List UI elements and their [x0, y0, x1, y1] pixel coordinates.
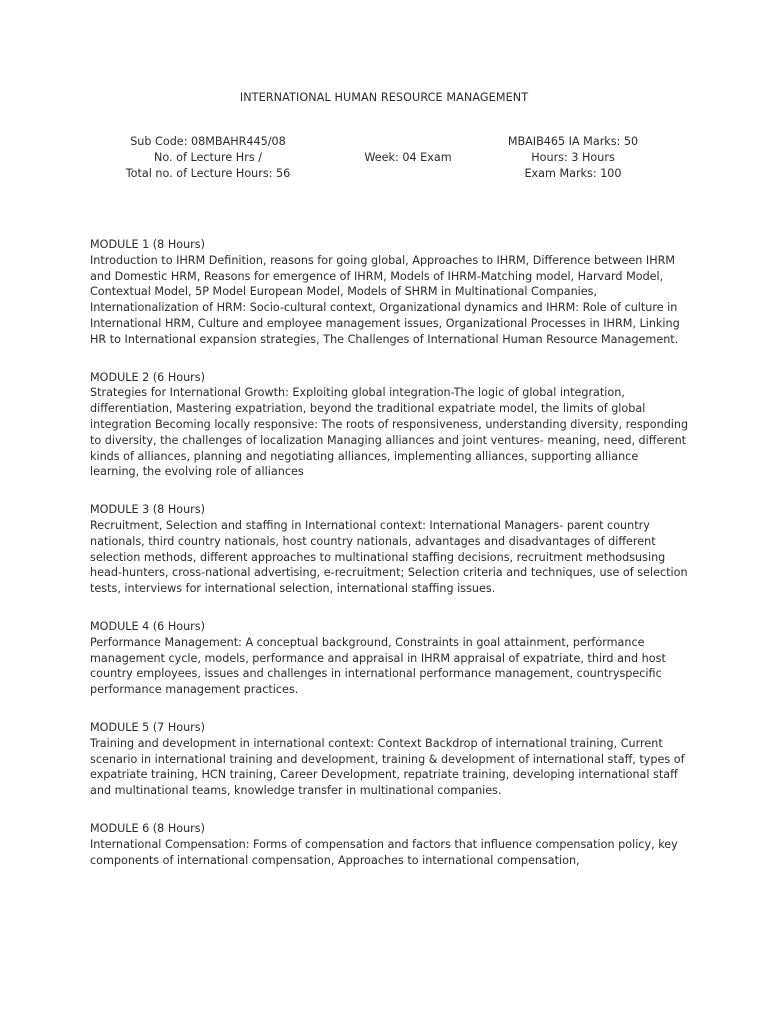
module-heading: MODULE 4 (6 Hours): [90, 619, 205, 633]
module-2: [90, 370, 690, 481]
exam-marks: Exam Marks: 100: [524, 166, 622, 180]
module-heading: MODULE 6 (8 Hours): [90, 821, 205, 835]
lecture-hours-per-week: No. of Lecture Hrs /: [154, 150, 262, 164]
module-heading: MODULE 3 (8 Hours): [90, 503, 205, 517]
module-description: Strategies for International Growth: Exploiting global integration-The logic of global integration, differentiation, Mastering expatriation, beyond the traditional expatriate model, the limits of global integration Becoming locally responsive: The roots of responsiveness, understanding diversity, responding to diversity, the challenges of localization Managing alliances and joint ventures- meaning, need, different kinds of alliances, planning and negotiating alliances, implementing alliances, supporting alliance learning, the evolving role of alliances: [90, 386, 689, 479]
course-info-left: [96, 134, 320, 181]
module-4: [90, 619, 690, 698]
module-description: Performance Management: A conceptual background, Constraints in goal attainment, performance management cycle, models, performance and appraisal in IHRM appraisal of expatriate, third and host country employees, issues and challenges in international performance management, countryspecific performance management practices.: [90, 635, 666, 697]
module-description: International Compensation: Forms of compensation and factors that influence compensation policy, key components of international compensation, Approaches to international compensation,: [90, 837, 678, 867]
module-6: [90, 821, 690, 868]
module-heading: MODULE 5 (7 Hours): [90, 720, 205, 734]
total-lecture-hours: Total no. of Lecture Hours: 56: [125, 166, 291, 180]
module-description: Introduction to IHRM Definition, reasons for going global, Approaches to IHRM, Difference between IHRM and Domestic HRM, Reasons for emergence of IHRM, Models of IHRM-Matching model, Harvard Model, Contextual Model, 5P Model European Model, Models of SHRM in Multinational Companies, Internationalization of HRM: Socio-cultural context, Organizational dynamics and IHRM: Role of culture in International HRM, Culture and employee management issues, Organizational Processes in IHRM, Linking HR to International expansion strategies, The Challenges of International Human Resource Management.: [90, 253, 680, 346]
week-exam: Week: 04 Exam: [364, 151, 452, 164]
module-3: [90, 502, 690, 597]
module-1: [90, 237, 690, 348]
module-list: [90, 237, 690, 890]
module-heading: MODULE 2 (6 Hours): [90, 370, 205, 384]
exam-hours: Hours: 3 Hours: [531, 150, 615, 164]
module-heading: MODULE 1 (8 Hours): [90, 238, 205, 251]
sub-code: Sub Code: 08MBAHR445/08: [130, 135, 286, 148]
document-title: INTERNATIONAL HUMAN RESOURCE MANAGEMENT: [239, 91, 529, 104]
module-5: [90, 720, 690, 799]
module-description: Training and development in international context: Context Backdrop of international training, Current scenario in international training and development, training & development of international staff, types of expatriate training, HCN training, Career Development, repatriate training, developing international staff and multinational teams, knowledge transfer in multinational companies.: [90, 736, 685, 798]
module-description: Recruitment, Selection and staffing in International context: International Managers- parent country nationals, third country nationals, host country nationals, advantages and disadvantages of different selection methods, different approaches to multinational staffing decisions, recruitment methodsusing head-hunters, cross-national advertising, e-recruitment; Selection criteria and techniques, use of selection tests, interviews for international selection, international staffing issues.: [90, 518, 688, 596]
course-info-right: [500, 134, 646, 181]
ia-marks: MBAIB465 IA Marks: 50: [507, 135, 639, 148]
course-info-middle: [338, 150, 478, 166]
